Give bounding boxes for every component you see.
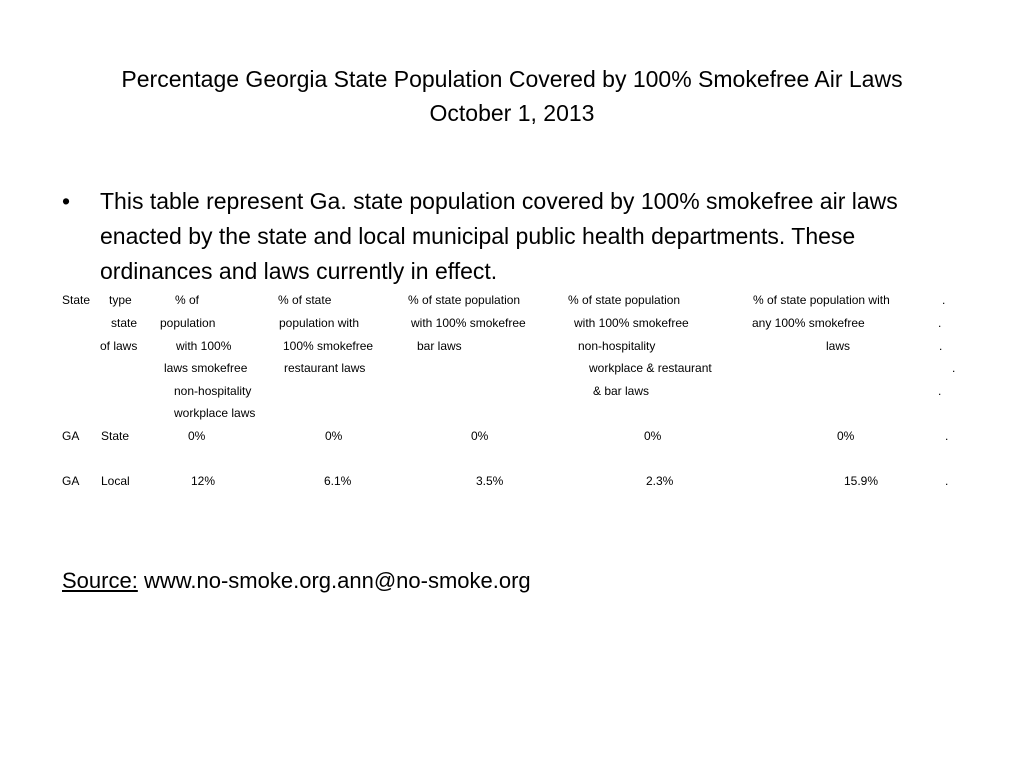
title-line-1: Percentage Georgia State Population Covered by 100% Smokefree Air Laws — [121, 66, 903, 92]
header-cell: non-hospitality — [578, 339, 656, 353]
header-cell: bar laws — [417, 339, 462, 353]
header-cell: % of state — [278, 293, 332, 307]
header-cell: population with — [279, 316, 360, 330]
row-state-cell: GA — [62, 429, 80, 443]
row-value-cell: 0% — [471, 429, 489, 443]
header-cell: . — [952, 361, 956, 375]
header-cell: % of state population — [408, 293, 521, 307]
row-value-cell: 0% — [644, 429, 662, 443]
header-cell: 100% smokefree — [283, 339, 374, 353]
header-cell: . — [942, 293, 946, 307]
row-value-cell: 12% — [191, 474, 216, 488]
source-label: Source: — [62, 568, 138, 593]
header-cell: with 100% smokefree — [411, 316, 526, 330]
bullet-marker: • — [62, 188, 71, 214]
row-value-cell: 0% — [837, 429, 855, 443]
source-text: www.no-smoke.org.ann@no-smoke.org — [137, 568, 531, 593]
header-cell: % of state population — [568, 293, 681, 307]
header-cell: state — [111, 316, 138, 330]
row-value-cell: 3.5% — [476, 474, 504, 488]
source-line — [62, 566, 531, 596]
header-cell: % of — [175, 293, 200, 307]
header-cell: & bar laws — [593, 384, 650, 398]
row-type-cell: Local — [101, 474, 130, 488]
header-cell: of laws — [100, 339, 138, 353]
row-end-cell: . — [945, 429, 949, 443]
header-cell: . — [938, 316, 942, 330]
row-value-cell: 15.9% — [844, 474, 879, 488]
header-cell: with 100% — [176, 339, 232, 353]
row-value-cell: 6.1% — [324, 474, 352, 488]
table-header-line-3 — [62, 338, 952, 354]
row-value-cell: 0% — [188, 429, 206, 443]
header-cell: restaurant laws — [284, 361, 366, 375]
row-end-cell: . — [945, 474, 949, 488]
row-value-cell: 0% — [325, 429, 343, 443]
row-value-cell: 2.3% — [646, 474, 674, 488]
bullet-text: This table represent Ga. state population covered by 100% smokefree air laws enacted by the state and local municipal public health departments. These ordinances and laws currently in effect. — [100, 188, 898, 284]
header-cell: laws smokefree — [164, 361, 248, 375]
header-cell: . — [939, 339, 943, 353]
table-header-line-4 — [62, 360, 956, 376]
header-cell: workplace laws — [174, 406, 256, 420]
table-row — [62, 428, 952, 444]
header-cell: % of state population with — [753, 293, 890, 307]
table-header-line-1 — [62, 292, 952, 308]
header-cell: population — [160, 316, 216, 330]
header-cell: type — [109, 293, 132, 307]
header-cell: with 100% smokefree — [574, 316, 689, 330]
header-cell: . — [938, 384, 942, 398]
header-cell: laws — [826, 339, 851, 353]
table-header-line-2 — [62, 315, 952, 331]
table-row — [62, 473, 952, 489]
row-type-cell: State — [101, 429, 130, 443]
header-cell: any 100% smokefree — [752, 316, 865, 330]
title-line-2: October 1, 2013 — [429, 100, 595, 126]
slide-title — [40, 62, 984, 130]
table-header-line-5 — [62, 383, 952, 399]
header-cell: non-hospitality — [174, 384, 252, 398]
row-state-cell: GA — [62, 474, 80, 488]
header-cell: State — [62, 293, 91, 307]
table-header-line-6 — [62, 405, 952, 421]
header-cell: workplace & restaurant — [589, 361, 712, 375]
